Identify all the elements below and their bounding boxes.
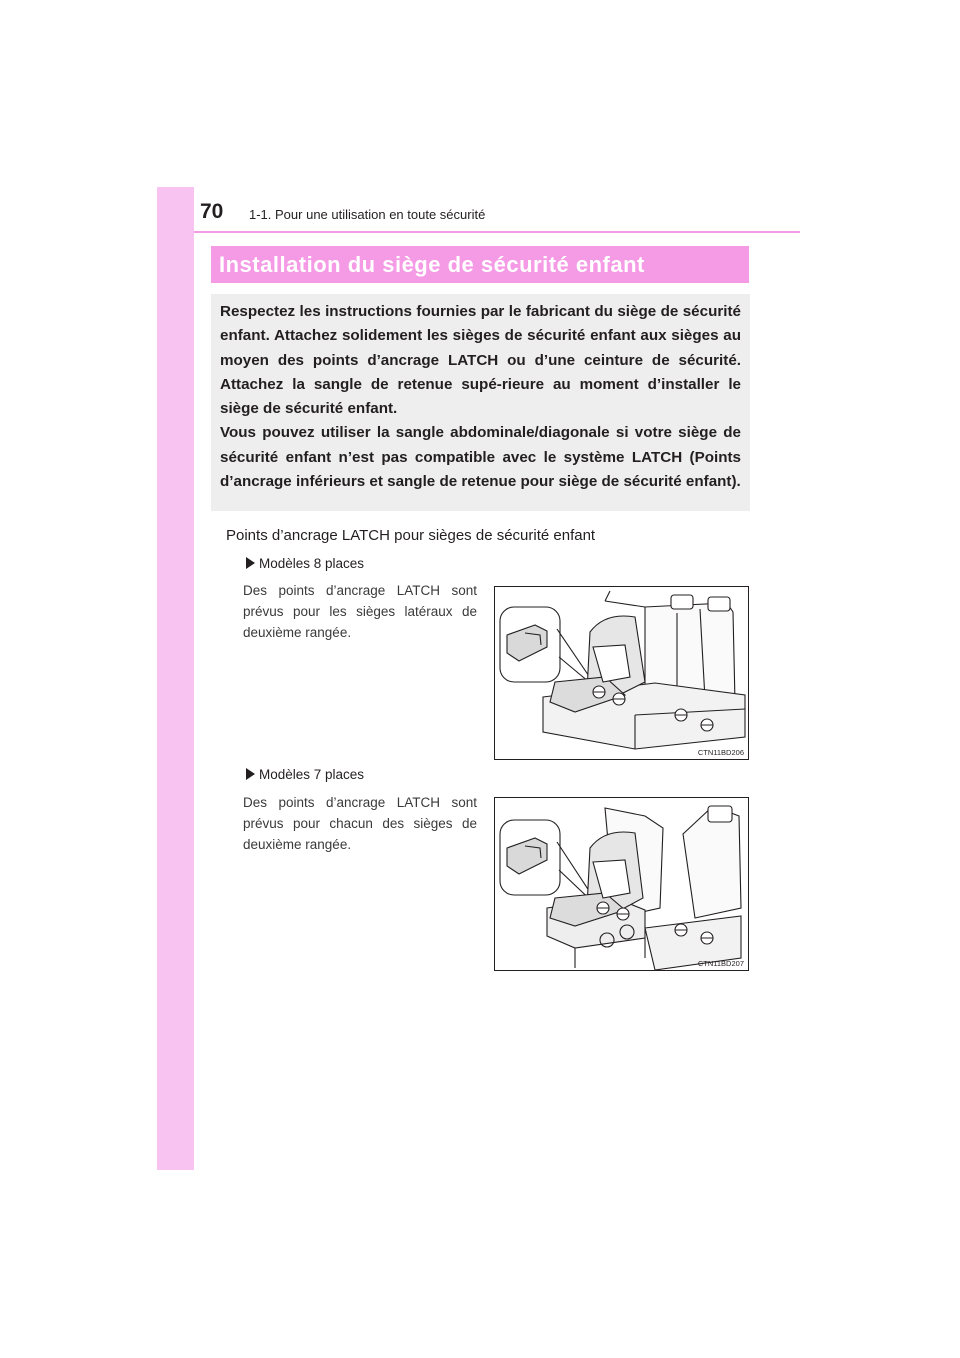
figure-code: CTN11BD206 xyxy=(697,748,744,757)
latch-7-seat-illustration xyxy=(494,797,749,971)
model-label-text: Modèles 8 places xyxy=(259,556,365,571)
latch-subheading: Points d’ancrage LATCH pour sièges de sécurité enfant xyxy=(226,527,596,544)
arrow-right-icon xyxy=(246,768,255,780)
model-description-7-seat: Des points d’ancrage LATCH sont prévus pour chacun des sièges de deuxième rangée. xyxy=(243,795,477,852)
header-rule xyxy=(194,231,800,233)
intro-paragraph: Vous pouvez utiliser la sangle abdominale/diagonale si votre siège de sécurité enfant n’est pas compatible avec le système LATCH (Points d’ancrage inférieurs et sangle de retenue pour siège de sécurité enfant). xyxy=(220,424,741,491)
model-label-text: Modèles 7 places xyxy=(259,767,365,782)
intro-box xyxy=(211,294,750,511)
intro-paragraph: Respectez les instructions fournies par le fabricant du siège de sécurité enfant. Attachez solidement les sièges de sécurité enfant aux sièges au moyen des points d’ancrage LATCH ou d’une ceinture de sécurité. Attachez la sangle de retenue supé-rieure au moment d’installer le siège de sécurité enfant. xyxy=(220,303,741,418)
model-label-7-seat xyxy=(246,767,364,782)
figure-code: CTN11BD207 xyxy=(697,959,744,968)
side-band xyxy=(157,187,194,1170)
model-description-8-seat: Des points d’ancrage LATCH sont prévus pour les sièges latéraux de deuxième rangée. xyxy=(243,583,477,640)
latch-8-seat-illustration xyxy=(494,586,749,760)
arrow-right-icon xyxy=(246,557,255,569)
page-number: 70 xyxy=(200,200,224,223)
chapter-title: 1-1. Pour une utilisation en toute sécurité xyxy=(249,207,486,222)
seat-illustration-icon xyxy=(495,587,749,760)
seat-illustration-icon xyxy=(495,798,749,971)
section-heading: Installation du siège de sécurité enfant xyxy=(211,246,749,283)
model-label-8-seat xyxy=(246,556,364,571)
